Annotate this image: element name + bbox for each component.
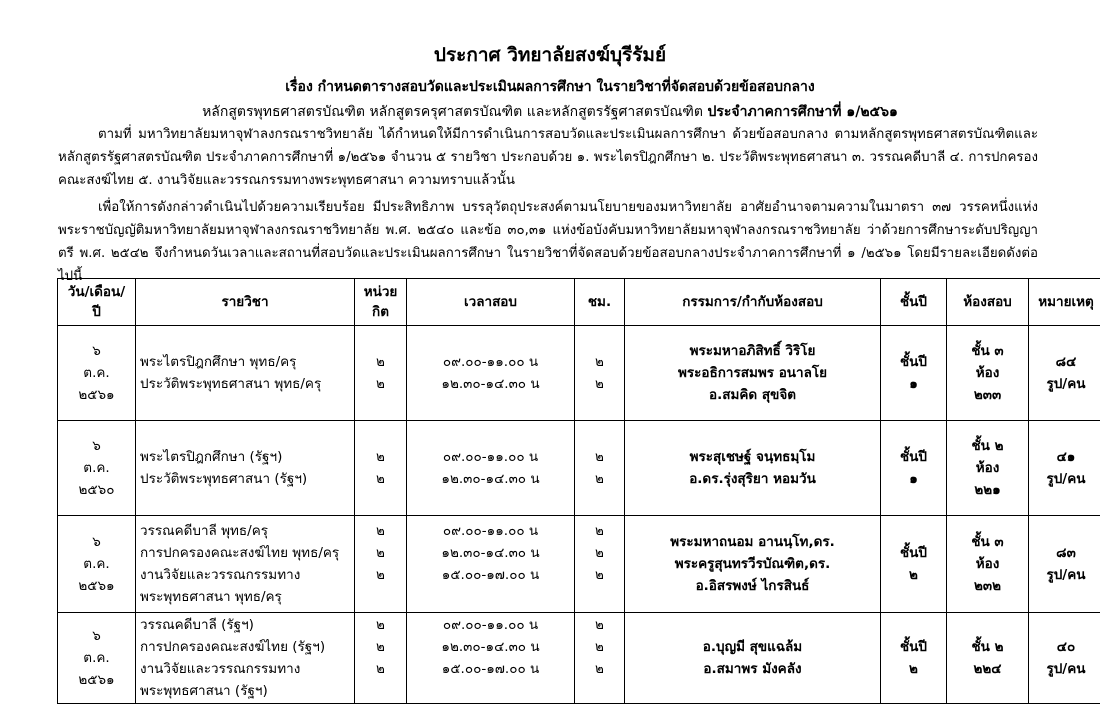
cell-times: ๐๙.๐๐-๑๑.๐๐ น ๑๒.๓๐-๑๔.๓๐ น ๑๕.๐๐-๑๗.๐๐ น — [407, 613, 575, 704]
cell-date: ๖ ต.ค. ๒๕๖๑ — [58, 326, 136, 421]
paragraph-authority-text: เพื่อให้การดังกล่าวดำเนินไปด้วยความเรียบร้อย มีประสิทธิภาพ บรรลุวัตถุประสงค์ตามนโยบายของมหาวิทยาลัย อาศัยอำนาจตามความในมาตรา ๓๗ วรรคหนึ่งแห่งพระราชบัญญัติมหาวิทยาลัยมหาจุฬาลงกรณราชวิทยาลัย พ.ศ. ๒๕๔๐ และข้อ ๓๐,๓๑ แห่งข้อบังคับมหาวิทยาลัยมหาจุฬาลงกรณราชวิทยาลัย ว่าด้วยการศึกษาระดับปริญญาตรี พ.ศ. ๒๕๔๒ จึงกำหนดวันเวลาและสถานที่สอบวัดและประเมินผลการศึกษา ในรายวิชาที่จัดสอบด้วยข้อสอบกลางประจำภาคการศึกษาที่ ๑ /๒๕๖๑ โดยมีรายละเอียดดังต่อไปนี้ — [58, 200, 1038, 284]
cell-hours: ๒ ๒ ๒ — [575, 516, 625, 613]
cell-committee: พระมหาถนอม อานนฺโท,ดร. พระครูสุนทรวีรบัณฑิต,ดร. อ.อิสรพงษ์ ไกรสินธ์ — [625, 516, 881, 613]
cell-credits: ๒ ๒ ๒ — [355, 516, 407, 613]
cell-date: ๖ ต.ค. ๒๕๖๑ — [58, 613, 136, 704]
exam-schedule-table — [57, 278, 1100, 704]
cell-subjects: วรรณคดีบาลี (รัฐฯ) การปกครองคณะสงฆ์ไทย (รัฐฯ) งานวิจัยและวรรณกรรมทาง พระพุทธศาสนา (รัฐฯ) — [136, 613, 355, 704]
table-header-row — [58, 279, 1100, 326]
announcement-subject: เรื่อง กำหนดตารางสอบวัดและประเมินผลการศึกษา ในรายวิชาที่จัดสอบด้วยข้อสอบกลาง — [285, 79, 815, 95]
cell-date: ๖ ต.ค. ๒๕๖๑ — [58, 516, 136, 613]
cell-times: ๐๙.๐๐-๑๑.๐๐ น ๑๒.๓๐-๑๔.๓๐ น — [407, 421, 575, 516]
header-date: วัน/เดือน/ ปี — [58, 279, 136, 326]
table-row — [58, 613, 1100, 704]
cell-year: ชั้นปี ๒ — [881, 613, 947, 704]
header-hours: ชม. — [575, 279, 625, 326]
page-title: ประกาศ วิทยาลัยสงฆ์บุรีรัมย์ — [433, 44, 667, 66]
header-time: เวลาสอบ — [407, 279, 575, 326]
cell-room: ชั้น ๓ ห้อง ๒๓๓ — [947, 326, 1029, 421]
cell-times: ๐๙.๐๐-๑๑.๐๐ น ๑๒.๓๐-๑๔.๓๐ น ๑๕.๐๐-๑๗.๐๐ น — [407, 516, 575, 613]
cell-note: ๘๓ รูป/คน — [1029, 516, 1100, 613]
paragraph-intro-text: ตามที่ มหาวิทยาลัยมหาจุฬาลงกรณราชวิทยาลัย ได้กำหนดให้มีการดำเนินการสอบวัดและประเมินผลการศึกษา ด้วยข้อสอบกลาง ตามหลักสูตรพุทธศาสตรบัณฑิตและหลักสูตรรัฐศาสตรบัณฑิต ประจำภาคการศึกษาที่ ๑/๒๕๖๑ จำนวน ๕ รายวิชา ประกอบด้วย ๑. พระไตรปิฎกศึกษา ๒. ประวัติพระพุทธศาสนา ๓. วรรณคดีบาลี ๔. การปกครองคณะสงฆ์ไทย ๕. งานวิจัยและวรรณกรรมทางพระพุทธศาสนา ความทราบแล้วนั้น — [58, 127, 1038, 188]
cell-date: ๖ ต.ค. ๒๕๖๐ — [58, 421, 136, 516]
cell-hours: ๒ ๒ — [575, 326, 625, 421]
table-row — [58, 326, 1100, 421]
header-committee: กรรมการ/กำกับห้องสอบ — [625, 279, 881, 326]
table-row — [58, 421, 1100, 516]
paragraph-intro — [58, 123, 1038, 192]
cell-note: ๔๑ รูป/คน — [1029, 421, 1100, 516]
header-subject: รายวิชา — [136, 279, 355, 326]
cell-subjects: พระไตรปิฎกศึกษา (รัฐฯ) ประวัติพระพุทธศาสนา (รัฐฯ) — [136, 421, 355, 516]
cell-committee: อ.บุญมี สุขแฉล้ม อ.สมาพร มังคลัง — [625, 613, 881, 704]
cell-year: ชั้นปี ๑ — [881, 326, 947, 421]
cell-room: ชั้น ๓ ห้อง ๒๓๒ — [947, 516, 1029, 613]
cell-hours: ๒ ๒ ๒ — [575, 613, 625, 704]
paragraph-authority — [58, 196, 1038, 288]
header-note: หมายเหตุ — [1029, 279, 1100, 326]
table-row — [58, 516, 1100, 613]
curriculum-text: หลักสูตรพุทธศาสตรบัณฑิต หลักสูตรครุศาสตรบัณฑิต และหลักสูตรรัฐศาสตรบัณฑิต — [202, 104, 704, 120]
cell-subjects: วรรณคดีบาลี พุทธ/ครุ การปกครองคณะสงฆ์ไทย พุทธ/ครุ งานวิจัยและวรรณกรรมทาง พระพุทธศาสนา พุทธ/ครุ — [136, 516, 355, 613]
cell-note: ๘๔ รูป/คน — [1029, 326, 1100, 421]
cell-room: ชั้น ๒ ห้อง ๒๒๑ — [947, 421, 1029, 516]
cell-year: ชั้นปี ๑ — [881, 421, 947, 516]
cell-year: ชั้นปี ๒ — [881, 516, 947, 613]
semester-text: ประจำภาคการศึกษาที่ ๑/๒๕๖๑ — [707, 104, 898, 120]
header-credit: หน่วย กิต — [355, 279, 407, 326]
cell-times: ๐๙.๐๐-๑๑.๐๐ น ๑๒.๓๐-๑๔.๓๐ น — [407, 326, 575, 421]
cell-credits: ๒ ๒ — [355, 326, 407, 421]
cell-note: ๔๐ รูป/คน — [1029, 613, 1100, 704]
header-room: ห้องสอบ — [947, 279, 1029, 326]
cell-credits: ๒ ๒ — [355, 421, 407, 516]
cell-room: ชั้น ๒ ๒๒๔ — [947, 613, 1029, 704]
cell-subjects: พระไตรปิฎกศึกษา พุทธ/ครุ ประวัติพระพุทธศาสนา พุทธ/ครุ — [136, 326, 355, 421]
curriculum-line — [0, 101, 1100, 123]
cell-committee: พระมหาอภิสิทธิ์ วิริโย พระอธิการสมพร อนาลโย อ.สมคิด สุขจิต — [625, 326, 881, 421]
cell-credits: ๒ ๒ ๒ — [355, 613, 407, 704]
header-year: ชั้นปี — [881, 279, 947, 326]
cell-hours: ๒ ๒ — [575, 421, 625, 516]
cell-committee: พระสุเชษฐ์ จนฺทธมฺโม อ.ดร.รุ่งสุริยา หอมวัน — [625, 421, 881, 516]
